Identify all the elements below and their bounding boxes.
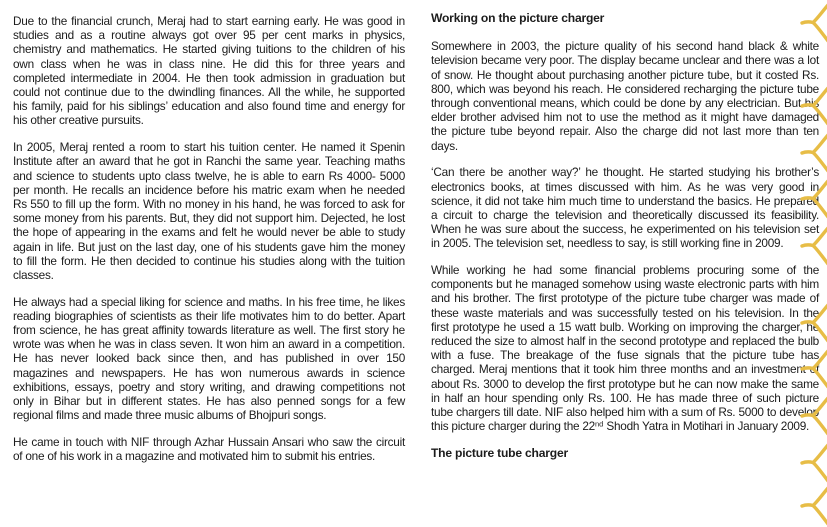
ordinal-superscript: nd — [594, 419, 604, 429]
paragraph-television-problem: Somewhere in 2003, the picture quality of his second hand black & white television became very poor. The display became unclear and there was a lot of snow. He thought about purchasing another picture tube, but it costed Rs. 800, which was beyond his reach. He considered recharging the picture tube through conventional means, which could be done by any electrician. But his elder brother advised him not to use the method as it might have damaged the picture tube beyond repair. Also the charge did not last more than ten days. — [431, 39, 819, 153]
paragraph-prototypes-text: While working he had some financial problems procuring some of the components but he managed somehow using waste electronic parts with him and his brother. The first prototype of the picture tube charger was made of these waste materials and was successfully tested on his television. In the first prototype he used a 15 watt bulb. Working on improving the charger, he reduced the size to almost half in the second prototype and replaced the bulb with a fuse. The breakage of the fuse signals that the picture tube has charged. Meraj mentions that it took him three months and an investment of about Rs. 3000 to develop the first prototype but he can now make the same in half an hour spending only Rs. 100. He has made three of such picture tube chargers till date. NIF also helped him with a sum of Rs. 5000 to develop this picture charger during the 22 — [431, 263, 819, 434]
paragraph-nif-contact: He came in touch with NIF through Azhar Hussain Ansari who saw the circuit of one of his work in a magazine and motivated him to submit his entries. — [13, 434, 405, 464]
paragraph-tuition-center: In 2005, Meraj rented a room to start his tuition center. He named it Spenin Institute after an award that he got in Ranchi the same year. Teaching maths and science to students upto class twelve, he is able to earn Rs 4000- 5000 per month. He recalls an incidence before his matric exam when he needed Rs 550 to fill up the form. With no money in his hand, he was forced to ask for some money from his parents. But, they did not support him. Dejected, he lost the hope of appearing in the exams and felt he would never be able to study again in life. But just on the last day, one of his students gave him the money to fill the form. He then decided to continue his studies along with the tuition classes. — [13, 140, 405, 282]
branch-flourish-icon — [801, 485, 827, 527]
section-heading-working-on-picture-charger: Working on the picture charger — [431, 11, 605, 25]
paragraph-science-literature: He always had a special liking for science and maths. In his free time, he likes reading biographies of scientists as their life motivates him to do better. Apart from science, he has great affinity towards literature as well. The first story he wrote was when he was in class seven. It won him an award in a competition. He has never looked back since then, and has published in over 150 magazines and newspapers. He has won numerous awards in science exhibitions, essays, poetry and story writing, and drawing competitions not only in Bihar but in different states. He has also penned songs for a few regional films and made three music albums of Bhojpuri songs. — [13, 294, 405, 423]
paragraph-bio-finances: Due to the financial crunch, Meraj had to start earning early. He was good in studies and as a routine always got over 95 per cent marks in physics, chemistry and mathematics. He started giving tuitions to the children of his own class when he was in class nine. He did this for three years and completed intermediate in 2004. He then took admission in graduation but could not continue due to the dwindling finances. All the while, he supported his family, paid for his siblings’ education and also found time and energy for his other creative pursuits. — [13, 14, 405, 128]
left-column — [13, 0, 405, 476]
section-heading-picture-tube-charger: The picture tube charger — [431, 445, 568, 460]
paragraph-prototypes — [431, 263, 819, 433]
paragraph-prototypes-text-end: Shodh Yatra in Motihari in January 2009. — [603, 419, 810, 434]
right-column — [431, 0, 819, 460]
paragraph-studying-electronics: ‘Can there be another way?’ he thought. He started studying his brother’s electronics books, at times discussed with him. As he was very good in science, it did not take him much time to understand the basics. He prepared a circuit to charge the television and theoretically discussed its feasibility. When he was sure about the success, he experimented on his television set in 2005. The television set, needless to say, is still working fine in 2009. — [431, 165, 819, 251]
